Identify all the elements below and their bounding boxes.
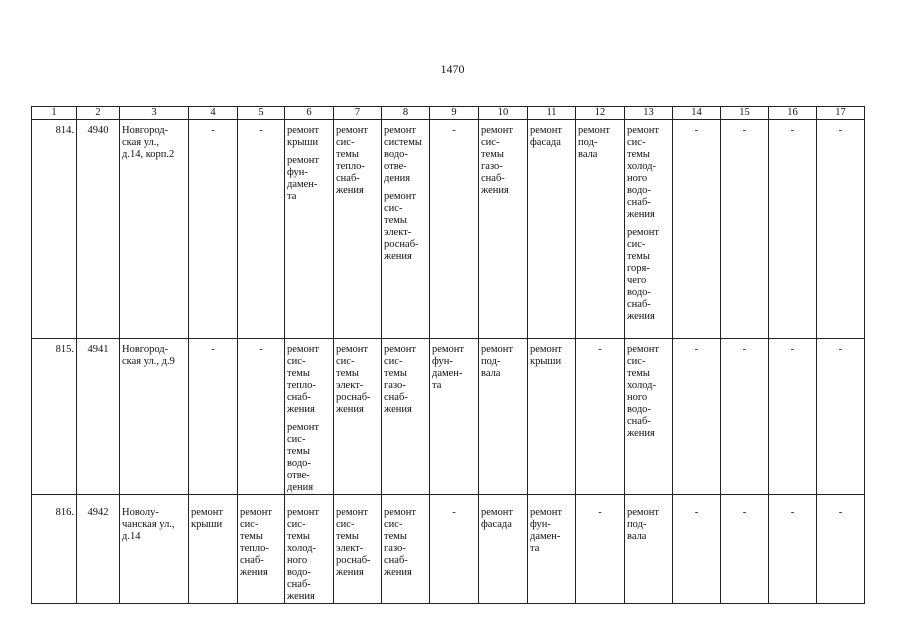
cell-text-line: ремонт <box>530 125 563 136</box>
page-number: 1470 <box>440 62 465 76</box>
table-cell <box>285 120 334 339</box>
cell-text-line: темы <box>384 368 407 379</box>
header-row <box>32 107 865 120</box>
cell-text-line: та <box>432 380 442 391</box>
cell-text-line: жения <box>240 567 268 578</box>
column-header: 6 <box>285 107 334 120</box>
cell-text-line: дамен- <box>432 368 463 379</box>
row-address <box>120 339 189 495</box>
table-cell: - <box>769 120 817 339</box>
row-number: 815. <box>32 339 77 495</box>
cell-text-line: ремонт <box>384 344 417 355</box>
table-row <box>32 495 865 604</box>
table-cell <box>479 495 528 604</box>
cell-text-line: ремонт <box>191 507 224 518</box>
cell-text-line: темы <box>287 446 310 457</box>
cell-text-line: водо- <box>287 458 311 469</box>
table-cell: - <box>721 120 769 339</box>
cell-text-line: жения <box>287 404 315 415</box>
table-cell: - <box>430 495 479 604</box>
cell-text-line: элект- <box>336 380 364 391</box>
cell-text-line: ремонт <box>481 344 514 355</box>
cell-text-line: крыши <box>287 137 319 148</box>
cell-text-line: снаб- <box>336 173 360 184</box>
column-header: 9 <box>430 107 479 120</box>
cell-text-line: сис- <box>287 434 306 445</box>
cell-text-line: жения <box>336 404 364 415</box>
cell-text-line: снаб- <box>627 197 651 208</box>
cell-text-line: темы <box>481 149 504 160</box>
cell-text-line: Новгород- <box>122 344 169 355</box>
table-cell <box>625 120 673 339</box>
cell-text-line: жения <box>627 428 655 439</box>
table-row <box>32 339 865 495</box>
table-cell <box>285 339 334 495</box>
cell-text-line: сис- <box>287 519 306 530</box>
table-cell <box>528 495 576 604</box>
cell-text-line: ремонт <box>287 507 320 518</box>
cell-text-line: тепло- <box>240 543 269 554</box>
table-cell <box>382 120 430 339</box>
cell-text-line: водо- <box>287 567 311 578</box>
cell-text-line: дамен- <box>530 531 561 542</box>
cell-text-line: ремонт <box>627 125 660 136</box>
cell-text-line: сис- <box>627 239 646 250</box>
table-cell: - <box>576 495 625 604</box>
cell-text-line: снаб- <box>481 173 505 184</box>
cell-text-line: темы <box>384 215 407 226</box>
cell-text-line: под- <box>578 137 598 148</box>
cell-text-line: вала <box>481 368 501 379</box>
table-cell: - <box>189 339 238 495</box>
table-cell <box>576 120 625 339</box>
table-cell <box>479 339 528 495</box>
table-cell: - <box>576 339 625 495</box>
cell-text-line: снаб- <box>384 555 408 566</box>
table-cell: - <box>769 339 817 495</box>
cell-text-line: ремонт <box>530 507 563 518</box>
cell-text-line: та <box>287 191 297 202</box>
cell-text-line: ремонт <box>432 344 465 355</box>
column-header: 13 <box>625 107 673 120</box>
row-code: 4940 <box>77 120 120 339</box>
table-cell <box>334 120 382 339</box>
cell-text-line: вала <box>578 149 598 160</box>
cell-text-line: темы <box>287 531 310 542</box>
column-header: 10 <box>479 107 528 120</box>
table-cell <box>528 120 576 339</box>
table-row <box>32 120 865 339</box>
column-header: 11 <box>528 107 576 120</box>
table-cell: - <box>721 339 769 495</box>
work-item <box>287 125 331 149</box>
cell-text-line: системы <box>384 137 422 148</box>
column-header: 12 <box>576 107 625 120</box>
table-cell <box>430 339 479 495</box>
table-cell <box>625 495 673 604</box>
column-header: 16 <box>769 107 817 120</box>
work-item <box>384 191 427 263</box>
cell-text-line: холод- <box>627 380 656 391</box>
cell-text-line: сис- <box>627 137 646 148</box>
cell-text-line: жения <box>336 185 364 196</box>
cell-text-line: темы <box>336 531 359 542</box>
cell-text-line: д.14 <box>122 531 141 542</box>
cell-text-line: водо- <box>627 287 651 298</box>
cell-text-line: фасада <box>481 519 512 530</box>
column-header: 7 <box>334 107 382 120</box>
cell-text-line: ремонт <box>530 344 563 355</box>
cell-text-line: ская ул., д.9 <box>122 356 175 367</box>
table-cell <box>189 495 238 604</box>
column-header: 17 <box>817 107 865 120</box>
row-number: 816. <box>32 495 77 604</box>
table-cell: - <box>238 120 285 339</box>
table-cell: - <box>673 339 721 495</box>
cell-text-line: сис- <box>481 137 500 148</box>
cell-text-line: водо- <box>627 404 651 415</box>
table-cell <box>382 495 430 604</box>
row-code: 4942 <box>77 495 120 604</box>
cell-text-line: горя- <box>627 263 650 274</box>
table-cell: - <box>673 120 721 339</box>
cell-text-line: темы <box>627 251 650 262</box>
table-cell <box>334 495 382 604</box>
cell-text-line: холод- <box>627 161 656 172</box>
cell-text-line: ремонт <box>287 155 320 166</box>
row-code: 4941 <box>77 339 120 495</box>
cell-text-line: чанская ул., <box>122 519 175 530</box>
column-header: 14 <box>673 107 721 120</box>
cell-text-line: сис- <box>384 203 403 214</box>
cell-text-line: фун- <box>530 519 551 530</box>
table-cell: - <box>189 120 238 339</box>
cell-text-line: водо- <box>384 149 408 160</box>
cell-text-line: ремонт <box>336 125 369 136</box>
table-cell: - <box>721 495 769 604</box>
cell-text-line: жения <box>384 404 412 415</box>
cell-text-line: роснаб- <box>336 555 371 566</box>
column-header: 1 <box>32 107 77 120</box>
cell-text-line: ремонт <box>384 507 417 518</box>
cell-text-line: ремонт <box>287 125 320 136</box>
cell-text-line: отве- <box>287 470 310 481</box>
table-cell <box>382 339 430 495</box>
cell-text-line: вала <box>627 531 647 542</box>
cell-text-line: жения <box>481 185 509 196</box>
cell-text-line: ного <box>287 555 308 566</box>
cell-text-line: сис- <box>287 356 306 367</box>
table-cell: - <box>817 495 865 604</box>
cell-text-line: ремонт <box>336 507 369 518</box>
table-cell: - <box>817 339 865 495</box>
table-cell <box>479 120 528 339</box>
cell-text-line: ремонт <box>481 125 514 136</box>
column-header: 4 <box>189 107 238 120</box>
cell-text-line: ремонт <box>240 507 273 518</box>
cell-text-line: фун- <box>432 356 453 367</box>
cell-text-line: жения <box>627 311 655 322</box>
row-address <box>120 120 189 339</box>
cell-text-line: жения <box>287 591 315 602</box>
cell-text-line: газо- <box>481 161 503 172</box>
table-cell: - <box>817 120 865 339</box>
cell-text-line: отве- <box>384 161 407 172</box>
cell-text-line: ремонт <box>627 344 660 355</box>
cell-text-line: под- <box>481 356 501 367</box>
cell-text-line: ремонт <box>578 125 611 136</box>
cell-text-line: газо- <box>384 543 406 554</box>
cell-text-line: сис- <box>240 519 259 530</box>
row-number: 814. <box>32 120 77 339</box>
work-item <box>627 227 670 323</box>
cell-text-line: холод- <box>287 543 316 554</box>
cell-text-line: ремонт <box>287 344 320 355</box>
cell-text-line: жения <box>384 251 412 262</box>
cell-text-line: снаб- <box>627 416 651 427</box>
cell-text-line: ремонт <box>384 191 417 202</box>
cell-text-line: газо- <box>384 380 406 391</box>
cell-text-line: темы <box>627 149 650 160</box>
cell-text-line: темы <box>384 531 407 542</box>
cell-text-line: снаб- <box>287 579 311 590</box>
cell-text-line: ного <box>627 173 648 184</box>
cell-text-line: ремонт <box>336 344 369 355</box>
table-cell <box>238 495 285 604</box>
cell-text-line: сис- <box>336 519 355 530</box>
cell-text-line: ремонт <box>384 125 417 136</box>
cell-text-line: роснаб- <box>336 392 371 403</box>
cell-text-line: дения <box>287 482 314 493</box>
cell-text-line: темы <box>627 368 650 379</box>
table-cell <box>334 339 382 495</box>
cell-text-line: жения <box>384 567 412 578</box>
work-item <box>287 422 331 494</box>
row-address <box>120 495 189 604</box>
column-header: 5 <box>238 107 285 120</box>
cell-text-line: элект- <box>384 227 412 238</box>
cell-text-line: тепло- <box>336 161 365 172</box>
cell-text-line: та <box>530 543 540 554</box>
table-cell <box>625 339 673 495</box>
work-item <box>287 344 331 416</box>
cell-text-line: Новолу- <box>122 507 159 518</box>
table-cell: - <box>769 495 817 604</box>
cell-text-line: снаб- <box>384 392 408 403</box>
cell-text-line: жения <box>336 567 364 578</box>
cell-text-line: дения <box>384 173 411 184</box>
cell-text-line: чего <box>627 275 647 286</box>
table-cell <box>285 495 334 604</box>
column-header: 8 <box>382 107 430 120</box>
cell-text-line: ного <box>627 392 648 403</box>
cell-text-line: ремонт <box>287 422 320 433</box>
cell-text-line: ремонт <box>627 507 660 518</box>
cell-text-line: снаб- <box>287 392 311 403</box>
cell-text-line: сис- <box>336 137 355 148</box>
cell-text-line: снаб- <box>627 299 651 310</box>
cell-text-line: дамен- <box>287 179 318 190</box>
cell-text-line: сис- <box>336 356 355 367</box>
cell-text-line: ремонт <box>627 227 660 238</box>
cell-text-line: сис- <box>384 356 403 367</box>
cell-text-line: роснаб- <box>384 239 419 250</box>
work-item <box>384 125 427 185</box>
cell-text-line: жения <box>627 209 655 220</box>
cell-text-line: ская ул., <box>122 137 159 148</box>
cell-text-line: крыши <box>530 356 562 367</box>
column-header: 2 <box>77 107 120 120</box>
cell-text-line: темы <box>336 368 359 379</box>
cell-text-line: сис- <box>384 519 403 530</box>
cell-text-line: фасада <box>530 137 561 148</box>
work-item <box>627 125 670 221</box>
table-cell: - <box>430 120 479 339</box>
cell-text-line: крыши <box>191 519 223 530</box>
cell-text-line: темы <box>336 149 359 160</box>
table-cell: - <box>673 495 721 604</box>
cell-text-line: снаб- <box>240 555 264 566</box>
cell-text-line: водо- <box>627 185 651 196</box>
cell-text-line: темы <box>240 531 263 542</box>
cell-text-line: под- <box>627 519 647 530</box>
work-item <box>287 155 331 203</box>
cell-text-line: Новгород- <box>122 125 169 136</box>
cell-text-line: тепло- <box>287 380 316 391</box>
cell-text-line: элект- <box>336 543 364 554</box>
cell-text-line: фун- <box>287 167 308 178</box>
column-header: 3 <box>120 107 189 120</box>
table-cell <box>528 339 576 495</box>
table-cell: - <box>238 339 285 495</box>
cell-text-line: темы <box>287 368 310 379</box>
column-header: 15 <box>721 107 769 120</box>
cell-text-line: д.14, корп.2 <box>122 149 175 160</box>
repair-schedule-table <box>31 106 865 604</box>
cell-text-line: сис- <box>627 356 646 367</box>
cell-text-line: ремонт <box>481 507 514 518</box>
